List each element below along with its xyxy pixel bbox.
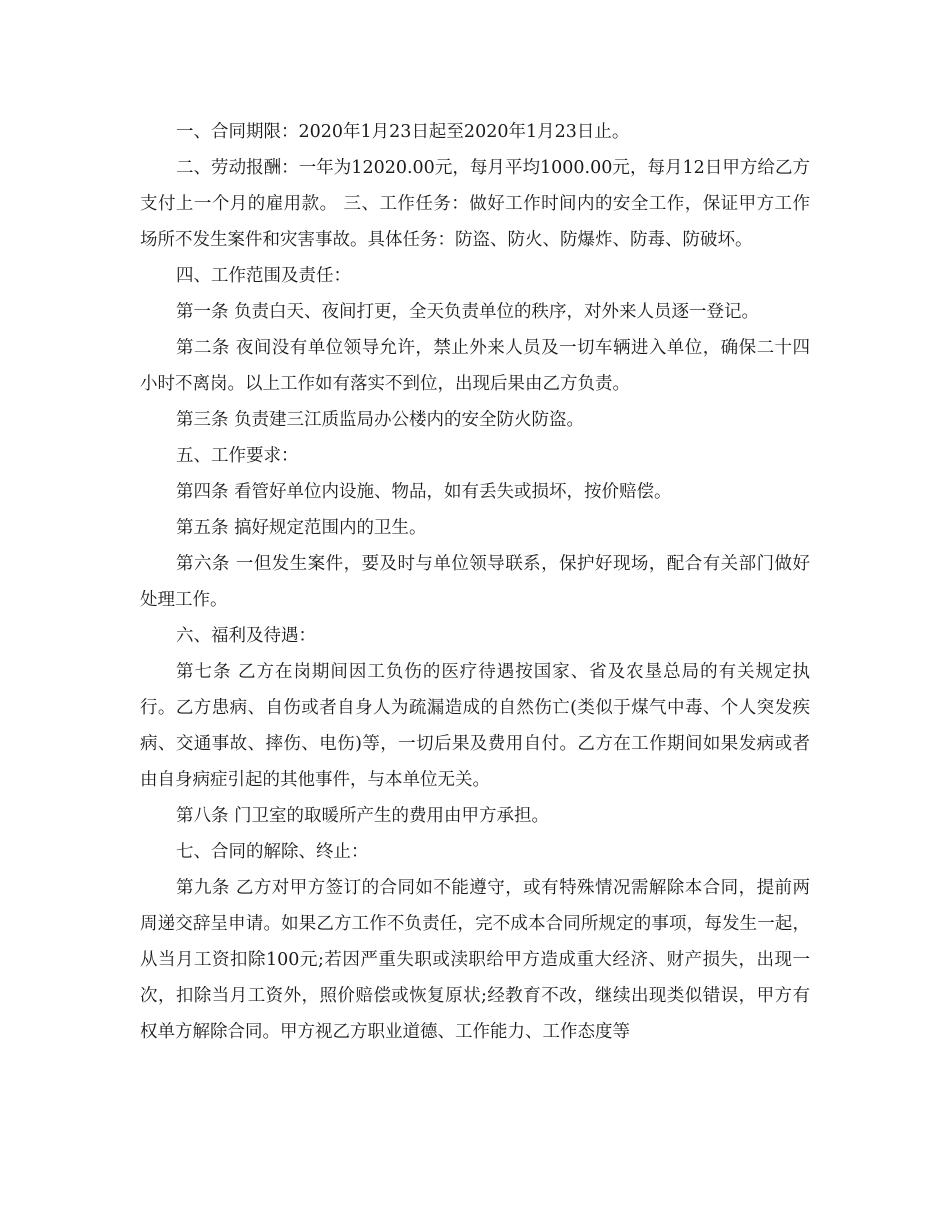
section-heading-benefits: 六、福利及待遇： — [176, 626, 316, 646]
article-4-paragraph: 第四条 看管好单位内设施、物品，如有丢失或损坏，按价赔偿。 — [176, 482, 672, 502]
article-5-paragraph: 第五条 搞好规定范围内的卫生。 — [176, 518, 427, 538]
article-9-paragraph: 第九条 乙方对甲方签订的合同如不能遵守，或有特殊情况需解除本合同，提前两周递交辞呈申请。如果乙方工作不负责任，完不成本合同所规定的事项，每发生一起，从当月工资扣除100元;若因严重失职或渎职给甲方造成重大经济、财产损失，出现一次，扣除当月工资外，照价赔偿或恢复原状;经教育不改，继续出现类似错误，甲方有权单方解除合同。甲方视乙方职业道德、工作能力、工作态度等 — [140, 878, 810, 1042]
article-2-paragraph: 第二条 夜间没有单位领导允许，禁止外来人员及一切车辆进入单位，确保二十四小时不离岗。以上工作如有落实不到位，出现后果由乙方负责。 — [140, 338, 810, 394]
section-heading-requirements: 五、工作要求： — [176, 446, 299, 466]
article-7-paragraph: 第七条 乙方在岗期间因工负伤的医疗待遇按国家、省及农垦总局的有关规定执行。乙方患病、自伤或者自身人为疏漏造成的自然伤亡(类似于煤气中毒、个人突发疾病、交通事故、摔伤、电伤)等，一切后果及费用自付。乙方在工作期间如果发病或者由自身病症引起的其他事件，与本单位无关。 — [140, 662, 810, 790]
article-8-paragraph: 第八条 门卫室的取暖所产生的费用由甲方承担。 — [176, 806, 550, 826]
article-3-paragraph: 第三条 负责建三江质监局办公楼内的安全防火防盗。 — [176, 410, 585, 430]
contract-term-paragraph: 一、合同期限：2020年1月23日起至2020年1月23日止。 — [176, 122, 630, 142]
article-6-paragraph: 第六条 一但发生案件，要及时与单位领导联系，保护好现场，配合有关部门做好处理工作。 — [140, 554, 810, 610]
remuneration-paragraph: 二、劳动报酬：一年为12020.00元，每月平均1000.00元，每月12日甲方给乙方支付上一个月的雇用款。 三、工作任务：做好工作时间内的安全工作，保证甲方工作场所不发生案件和灾害事故。具体任务：防盗、防火、防爆炸、防毒、防破坏。 — [140, 158, 810, 250]
section-heading-scope: 四、工作范围及责任： — [176, 266, 351, 286]
article-1-paragraph: 第一条 负责白天、夜间打更，全天负责单位的秩序，对外来人员逐一登记。 — [176, 302, 760, 322]
section-heading-termination: 七、合同的解除、终止： — [176, 842, 369, 862]
document-page — [140, 114, 810, 1050]
